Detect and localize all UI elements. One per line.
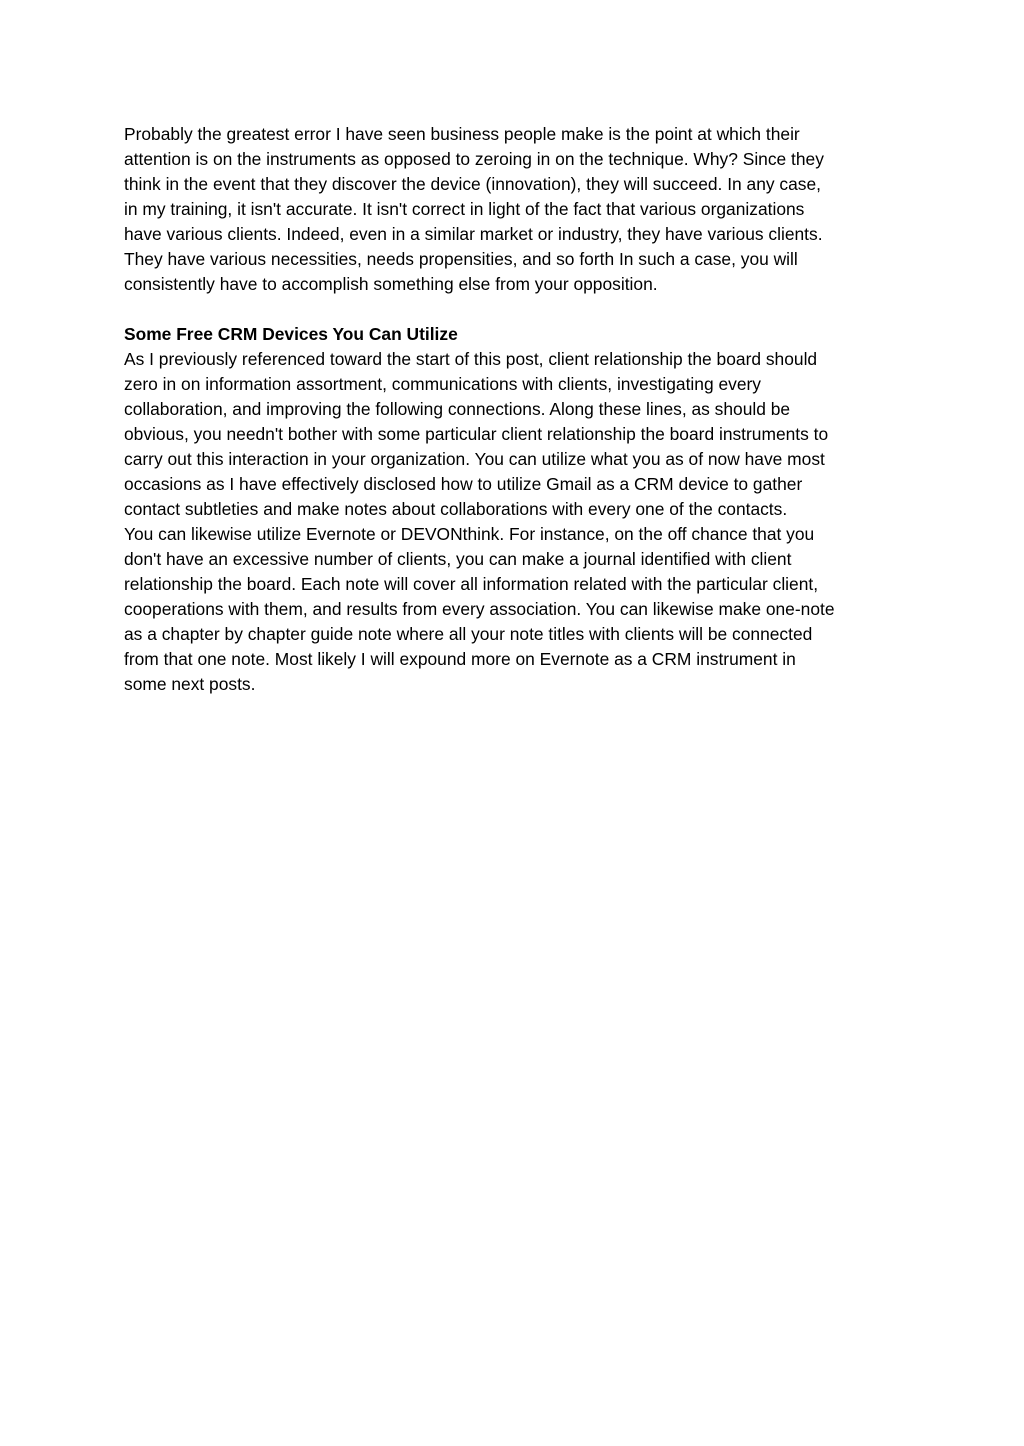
paragraph-line: have various clients. Indeed, even in a similar market or industry, they have various clients. — [124, 224, 823, 244]
paragraph-line: attention is on the instruments as opposed to zeroing in on the technique. Why? Since they — [124, 149, 824, 169]
crm-paragraph — [124, 347, 914, 522]
evernote-paragraph — [124, 522, 914, 697]
paragraph-line: consistently have to accomplish something else from your opposition. — [124, 274, 658, 294]
paragraph-line: collaboration, and improving the following connections. Along these lines, as should be — [124, 399, 791, 419]
paragraph-spacer — [124, 297, 914, 322]
paragraph-line: from that one note. Most likely I will expound more on Evernote as a CRM instrument in — [124, 649, 796, 669]
paragraph-line: carry out this interaction in your organization. You can utilize what you as of now have most — [124, 449, 825, 469]
paragraph-line: relationship the board. Each note will cover all information related with the particular client, — [124, 574, 819, 594]
paragraph-line: zero in on information assortment, communications with clients, investigating every — [124, 374, 761, 394]
paragraph-line: cooperations with them, and results from every association. You can likewise make one-note — [124, 599, 835, 619]
paragraph-line: obvious, you needn't bother with some particular client relationship the board instruments to — [124, 424, 829, 444]
paragraph-line: don't have an excessive number of clients, you can make a journal identified with client — [124, 549, 792, 569]
paragraph-line: think in the event that they discover the device (innovation), they will succeed. In any case, — [124, 174, 821, 194]
paragraph-line: contact subtleties and make notes about collaborations with every one of the contacts. — [124, 499, 788, 519]
paragraph-line: as a chapter by chapter guide note where all your note titles with clients will be connected — [124, 624, 813, 644]
paragraph-line: some next posts. — [124, 674, 256, 694]
paragraph-line: Probably the greatest error I have seen business people make is the point at which their — [124, 124, 800, 144]
section-heading: Some Free CRM Devices You Can Utilize — [124, 324, 458, 344]
intro-paragraph — [124, 122, 914, 297]
paragraph-line: They have various necessities, needs propensities, and so forth In such a case, you will — [124, 249, 798, 269]
document-page — [124, 122, 914, 697]
paragraph-line: occasions as I have effectively disclosed how to utilize Gmail as a CRM device to gather — [124, 474, 803, 494]
paragraph-line: As I previously referenced toward the start of this post, client relationship the board should — [124, 349, 818, 369]
paragraph-line: in my training, it isn't accurate. It isn't correct in light of the fact that various organizations — [124, 199, 805, 219]
paragraph-line: You can likewise utilize Evernote or DEVONthink. For instance, on the off chance that you — [124, 524, 815, 544]
